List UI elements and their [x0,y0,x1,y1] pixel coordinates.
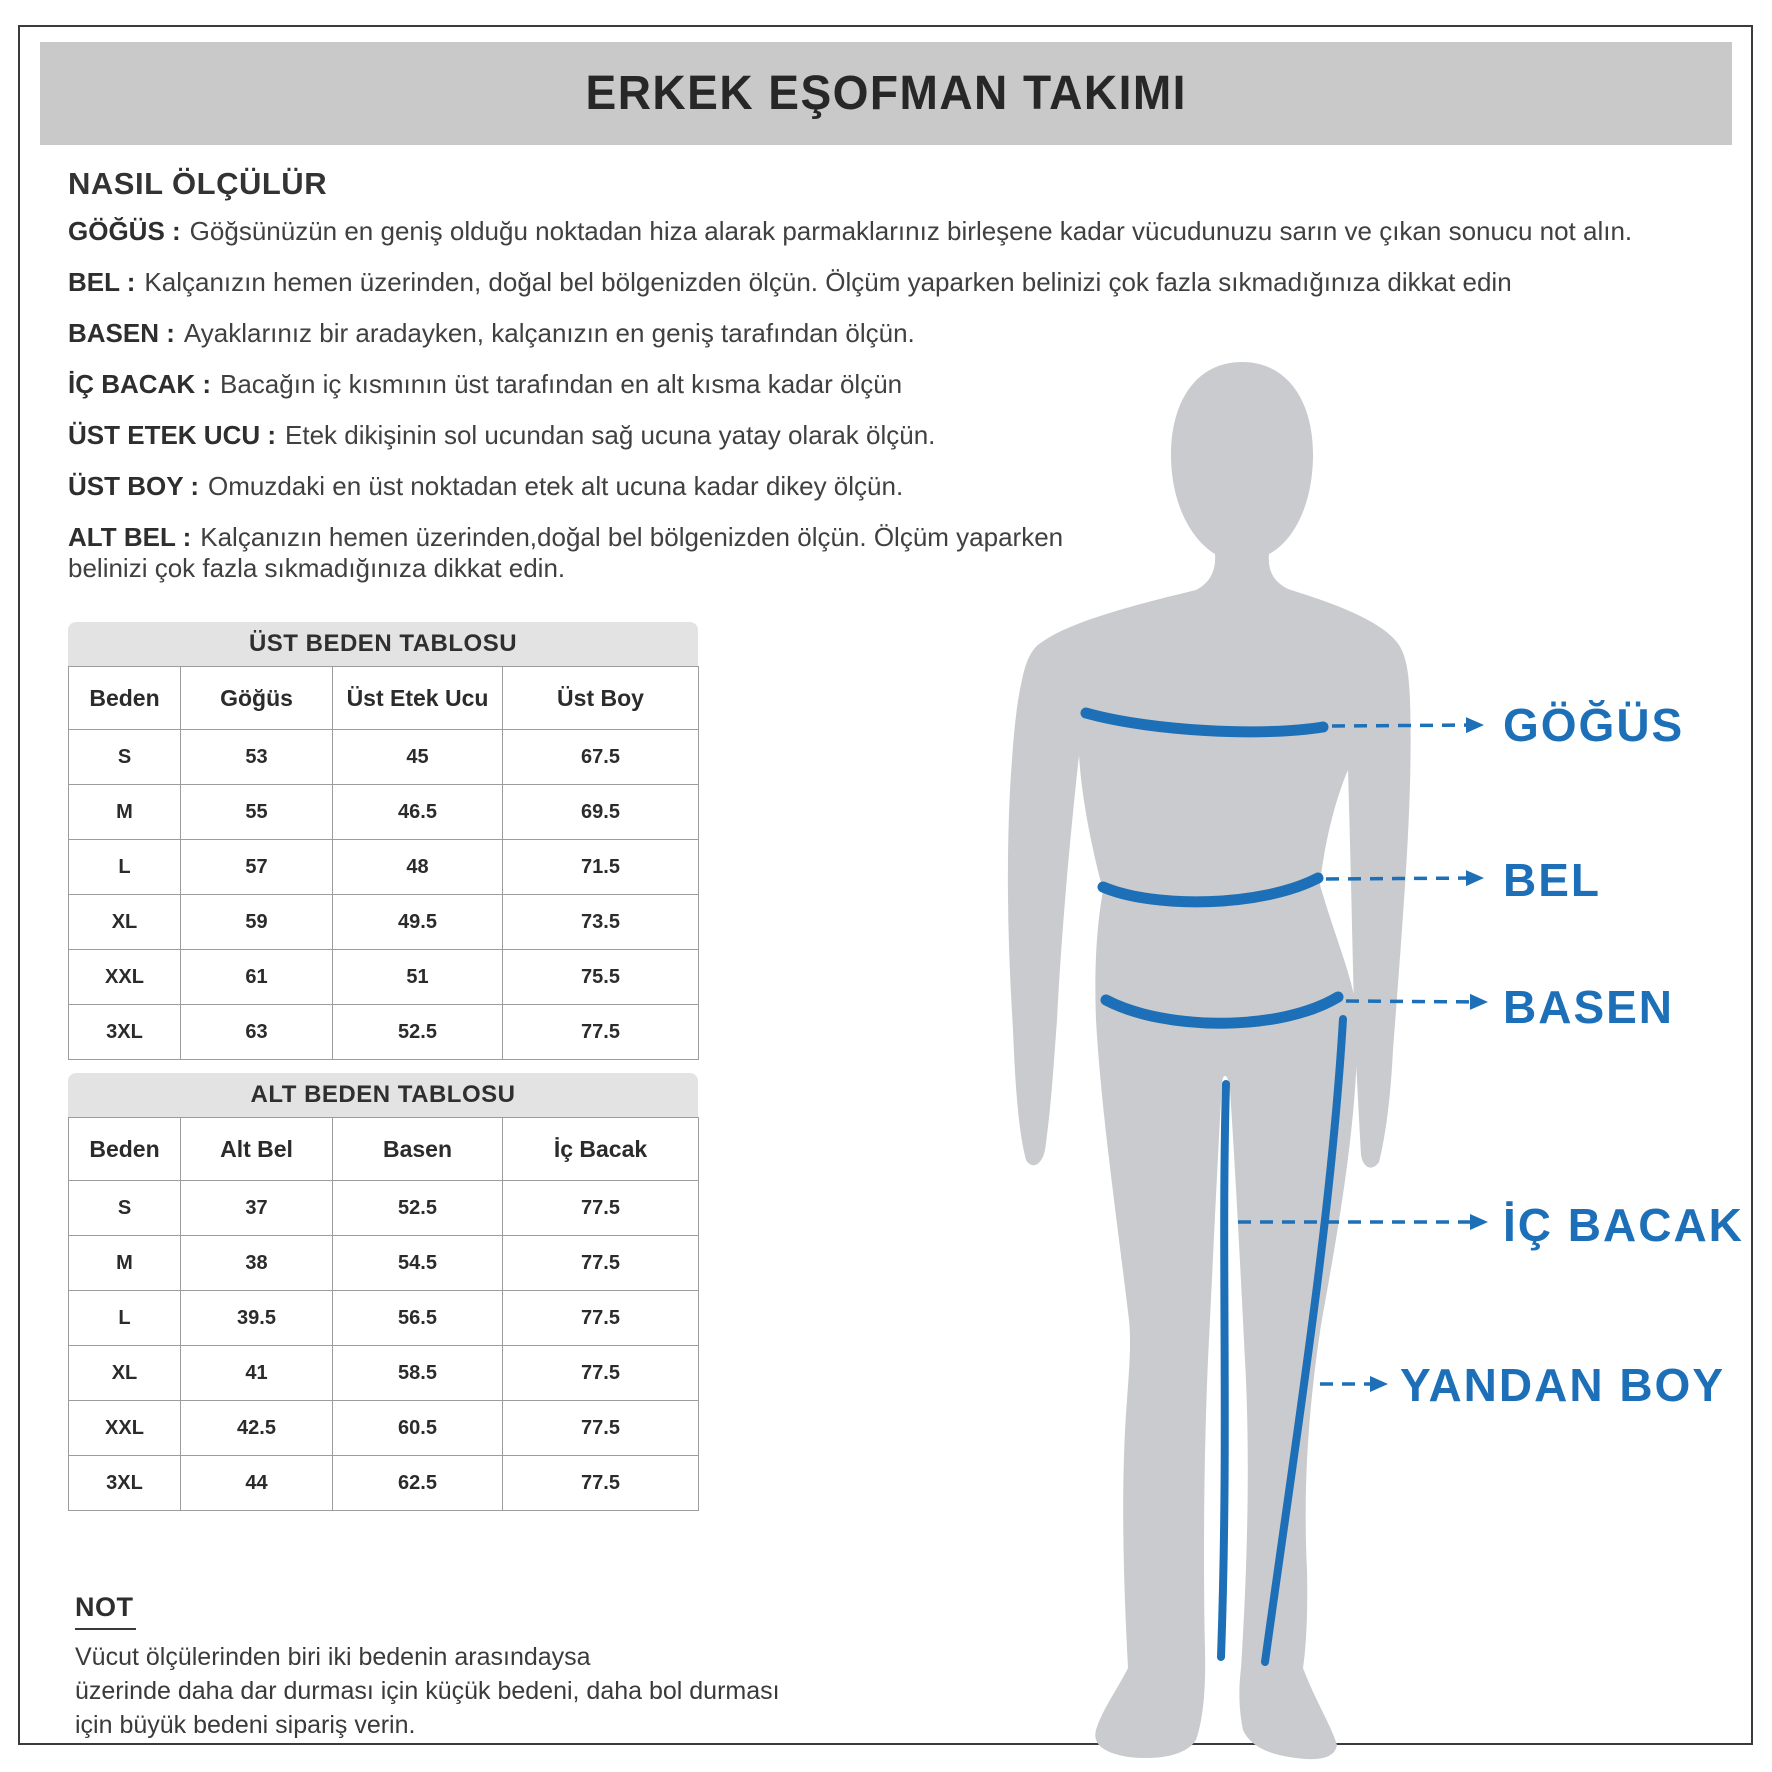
value-cell: 41 [181,1346,333,1401]
value-cell: 52.5 [333,1181,503,1236]
definition-term: İÇ BACAK : [68,369,211,399]
value-cell: 45 [333,730,503,785]
definition-bel [68,267,1718,298]
size-cell: S [69,730,181,785]
value-cell: 48 [333,840,503,895]
value-cell: 77.5 [503,1236,699,1291]
size-cell: XXL [69,950,181,1005]
value-cell: 71.5 [503,840,699,895]
value-cell: 77.5 [503,1291,699,1346]
definition-text: Etek dikişinin sol ucundan sağ ucuna yatay olarak ölçün. [285,420,936,450]
size-cell: XXL [69,1401,181,1456]
definition-term: ALT BEL : [68,522,192,552]
table-row [69,1181,699,1236]
note-text-line: için büyük bedeni sipariş verin. [75,1711,416,1739]
size-cell: L [69,1291,181,1346]
value-cell: 77.5 [503,1346,699,1401]
value-cell: 53 [181,730,333,785]
table-row [69,1236,699,1291]
value-cell: 52.5 [333,1005,503,1060]
note-text-line: üzerinde daha dar durması için küçük bedeni, daha bol durması [75,1677,780,1705]
definition-alt-bel [68,522,1080,584]
lower-size-table [68,1073,698,1511]
size-cell: L [69,840,181,895]
value-cell: 77.5 [503,1005,699,1060]
table-row [69,840,699,895]
size-cell: 3XL [69,1456,181,1511]
table-row [69,895,699,950]
size-cell: XL [69,1346,181,1401]
value-cell: 58.5 [333,1346,503,1401]
value-cell: 69.5 [503,785,699,840]
definition-text: Kalçanızın hemen üzerinden,doğal bel bölgenizden ölçün. Ölçüm yaparken belinizi çok fazla sıkmadığınıza dikkat edin. [68,522,1064,583]
chest-pointer-arrow [1332,725,1480,726]
size-cell: M [69,1236,181,1291]
male-body-silhouette [1008,362,1411,1759]
value-cell: 39.5 [181,1291,333,1346]
note-heading: NOT [75,1592,136,1630]
table-row [69,1401,699,1456]
upper-size-table-title: ÜST BEDEN TABLOSU [68,622,698,666]
table-header-row [69,667,699,730]
definition-term: ÜST ETEK UCU : [68,420,276,450]
table-row [69,1291,699,1346]
value-cell: 46.5 [333,785,503,840]
definition-text: Bacağın iç kısmının üst tarafından en alt kısma kadar ölçün [220,369,903,399]
definition-text: Ayaklarınız bir aradayken, kalçanızın en geniş tarafından ölçün. [183,318,915,348]
table-row [69,1005,699,1060]
lower-size-table-grid [68,1117,699,1511]
column-header: Üst Etek Ucu [333,667,503,730]
column-header: Basen [333,1118,503,1181]
value-cell: 51 [333,950,503,1005]
value-cell: 54.5 [333,1236,503,1291]
definition-term: ÜST BOY : [68,471,199,501]
table-row [69,1346,699,1401]
value-cell: 63 [181,1005,333,1060]
definition-term: BEL : [68,267,136,297]
value-cell: 73.5 [503,895,699,950]
value-cell: 42.5 [181,1401,333,1456]
upper-size-table [68,622,698,1060]
note-section [75,1592,935,1742]
value-cell: 75.5 [503,950,699,1005]
definition-term: GÖĞÜS : [68,216,181,246]
size-cell: 3XL [69,1005,181,1060]
upper-size-table-grid [68,666,699,1060]
hip-label: BASEN [1503,981,1675,1033]
value-cell: 37 [181,1181,333,1236]
definition-text: Omuzdaki en üst noktadan etek alt ucuna kadar dikey ölçün. [207,471,904,501]
table-row [69,730,699,785]
column-header: İç Bacak [503,1118,699,1181]
inseam-label: İÇ BACAK [1503,1199,1744,1251]
value-cell: 77.5 [503,1456,699,1511]
value-cell: 56.5 [333,1291,503,1346]
how-to-measure-heading: NASIL ÖLÇÜLÜR [68,166,328,201]
definition-gogus [68,216,1718,247]
value-cell: 49.5 [333,895,503,950]
value-cell: 44 [181,1456,333,1511]
value-cell: 77.5 [503,1401,699,1456]
waist-label: BEL [1503,854,1601,906]
column-header: Beden [69,667,181,730]
inseam-measure-line [1221,1084,1226,1657]
size-cell: XL [69,895,181,950]
column-header: Göğüs [181,667,333,730]
table-row [69,1456,699,1511]
column-header: Alt Bel [181,1118,333,1181]
size-cell: M [69,785,181,840]
value-cell: 77.5 [503,1181,699,1236]
lower-size-table-title: ALT BEDEN TABLOSU [68,1073,698,1117]
value-cell: 61 [181,950,333,1005]
column-header: Üst Boy [503,667,699,730]
definition-term: BASEN : [68,318,175,348]
note-text-line: Vücut ölçülerinden biri iki bedenin arasındaysa [75,1643,591,1671]
waist-pointer-arrow [1326,878,1480,879]
chest-label: GÖĞÜS [1503,699,1685,751]
table-row [69,950,699,1005]
value-cell: 62.5 [333,1456,503,1511]
value-cell: 38 [181,1236,333,1291]
value-cell: 57 [181,840,333,895]
definition-text: Kalçanızın hemen üzerinden, doğal bel bölgenizden ölçün. Ölçüm yaparken belinizi çok fazla sıkmadığınıza dikkat edin [144,267,1512,297]
value-cell: 55 [181,785,333,840]
table-header-row [69,1118,699,1181]
page-header-bar [40,42,1732,145]
definition-text: Göğsünüzün en geniş olduğu noktadan hiza alarak parmaklarınız birleşene kadar vücudunuzu sarın ve çıkan sonucu not alın. [189,216,1633,246]
value-cell: 67.5 [503,730,699,785]
column-header: Beden [69,1118,181,1181]
value-cell: 59 [181,895,333,950]
side-length-label: YANDAN BOY [1400,1359,1726,1411]
size-cell: S [69,1181,181,1236]
table-row [69,785,699,840]
value-cell: 60.5 [333,1401,503,1456]
page-title: ERKEK EŞOFMAN TAKIMI [585,67,1187,120]
body-measurement-diagram [950,330,1762,1772]
